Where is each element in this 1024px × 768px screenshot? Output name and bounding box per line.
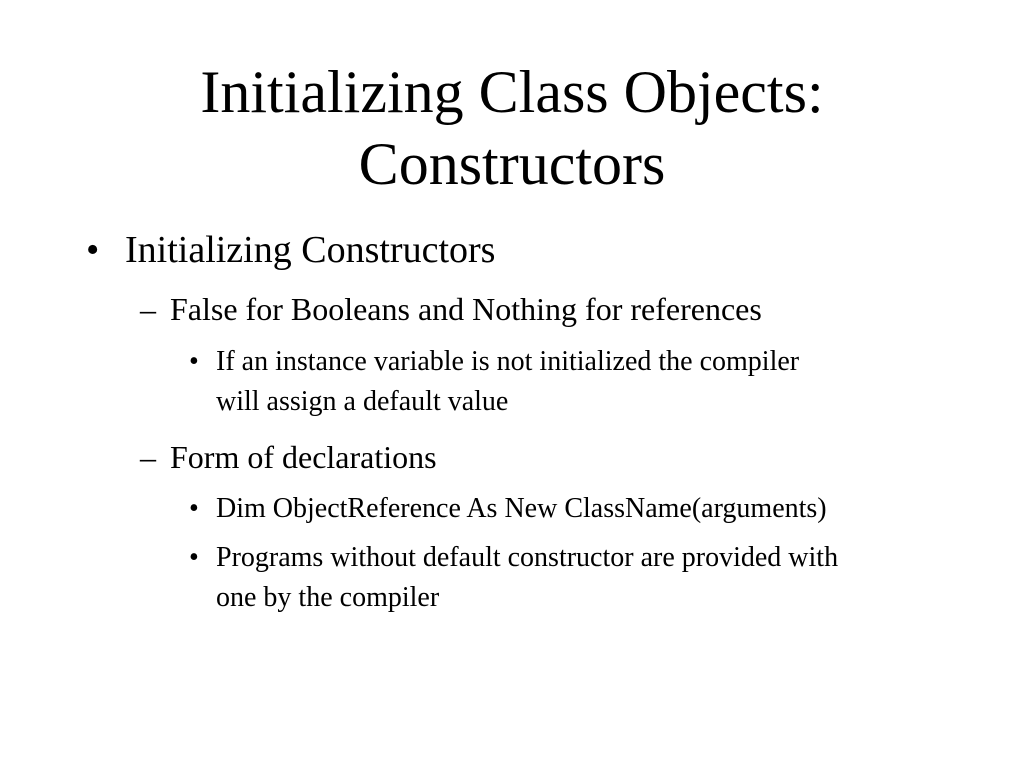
bullet-text: Initializing Constructors	[125, 229, 496, 271]
sub-sub-item-text-line-1: Programs without default constructor are provided with	[216, 542, 839, 573]
bullet-marker: •	[189, 346, 199, 377]
sub-item-text: Form of declarations	[170, 439, 437, 475]
sub-item-text: False for Booleans and Nothing for references	[170, 291, 762, 327]
slide-title-line-2: Constructors	[358, 131, 666, 197]
slide-title-line-1: Initializing Class Objects:	[200, 59, 824, 125]
dash-marker: –	[140, 291, 156, 327]
sub-sub-item-text: Dim ObjectReference As New ClassName(arguments)	[216, 493, 827, 524]
sub-sub-item-text-line-2: one by the compiler	[216, 582, 440, 613]
sub-sub-item-text-line-2: will assign a default value	[216, 386, 509, 417]
bullet-marker: •	[189, 542, 199, 573]
bullet-marker: •	[189, 493, 199, 524]
bullet-marker: •	[86, 229, 100, 271]
dash-marker: –	[140, 439, 156, 475]
sub-sub-item-text-line-1: If an instance variable is not initialized the compiler	[216, 346, 800, 377]
